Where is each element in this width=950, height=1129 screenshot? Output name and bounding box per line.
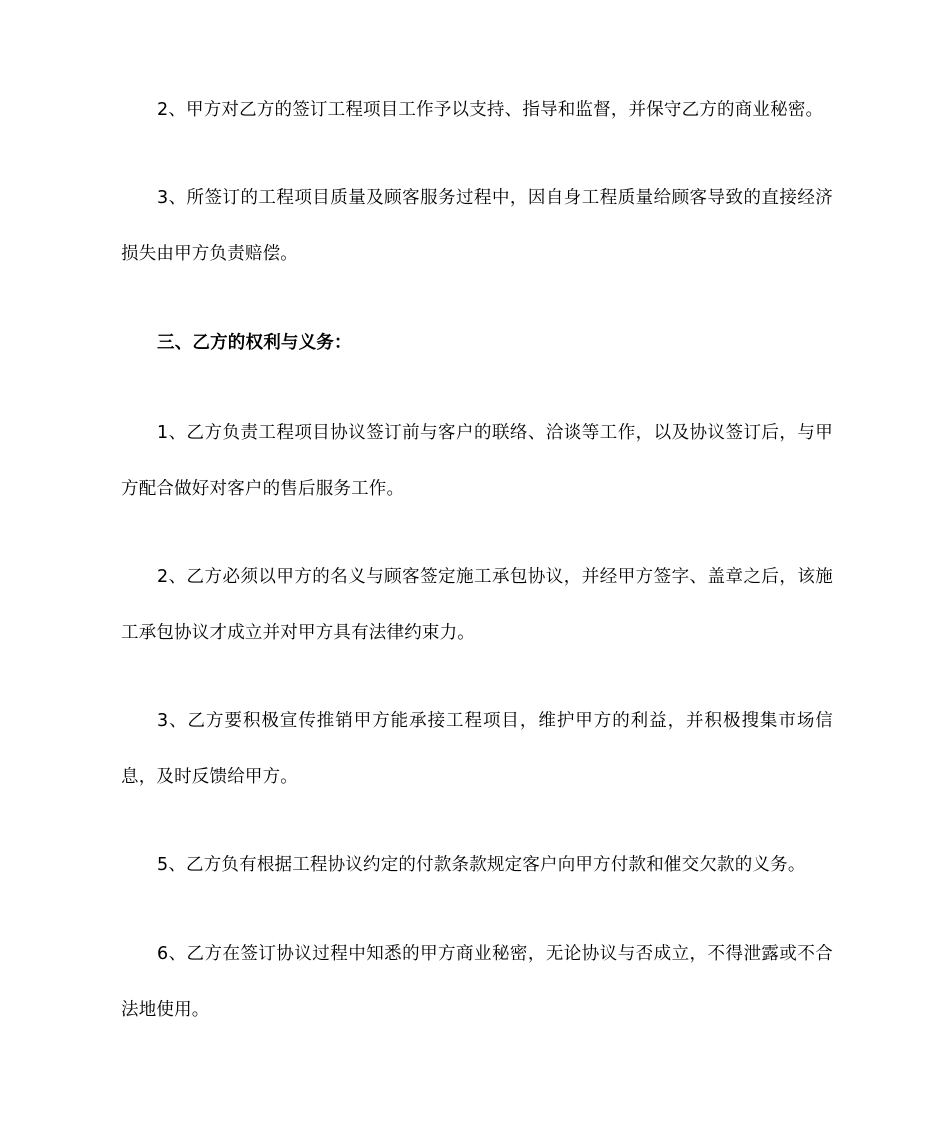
section-heading-party-b-rights: 三、乙方的权利与义务： <box>157 333 352 353</box>
paragraph-party-b-payment: 5、乙方负有根据工程协议约定的付款条款规定客户向甲方付款和催交欠款的义务。 <box>157 855 806 875</box>
paragraph-party-a-compensation: 3、所签订的工程项目质量及顾客服务过程中，因自身工程质量给顾客导致的直接经济损失由甲方负责赔偿。 <box>121 188 833 264</box>
paragraph-party-b-liaison: 1、乙方负责工程项目协议签订前与客户的联络、洽谈等工作，以及协议签订后，与甲方配合做好对客户的售后服务工作。 <box>121 423 833 499</box>
paragraph-party-a-support: 2、甲方对乙方的签订工程项目工作予以支持、指导和监督，并保守乙方的商业秘密。 <box>157 100 824 120</box>
paragraph-party-b-confidentiality: 6、乙方在签订协议过程中知悉的甲方商业秘密，无论协议与否成立，不得泄露或不合法地使用。 <box>121 944 833 1020</box>
paragraph-party-b-promotion: 3、乙方要积极宣传推销甲方能承接工程项目，维护甲方的利益，并积极搜集市场信息，及时反馈给甲方。 <box>121 711 833 787</box>
paragraph-party-b-contract: 2、乙方必须以甲方的名义与顾客签定施工承包协议，并经甲方签字、盖章之后，该施工承包协议才成立并对甲方具有法律约束力。 <box>121 567 833 643</box>
